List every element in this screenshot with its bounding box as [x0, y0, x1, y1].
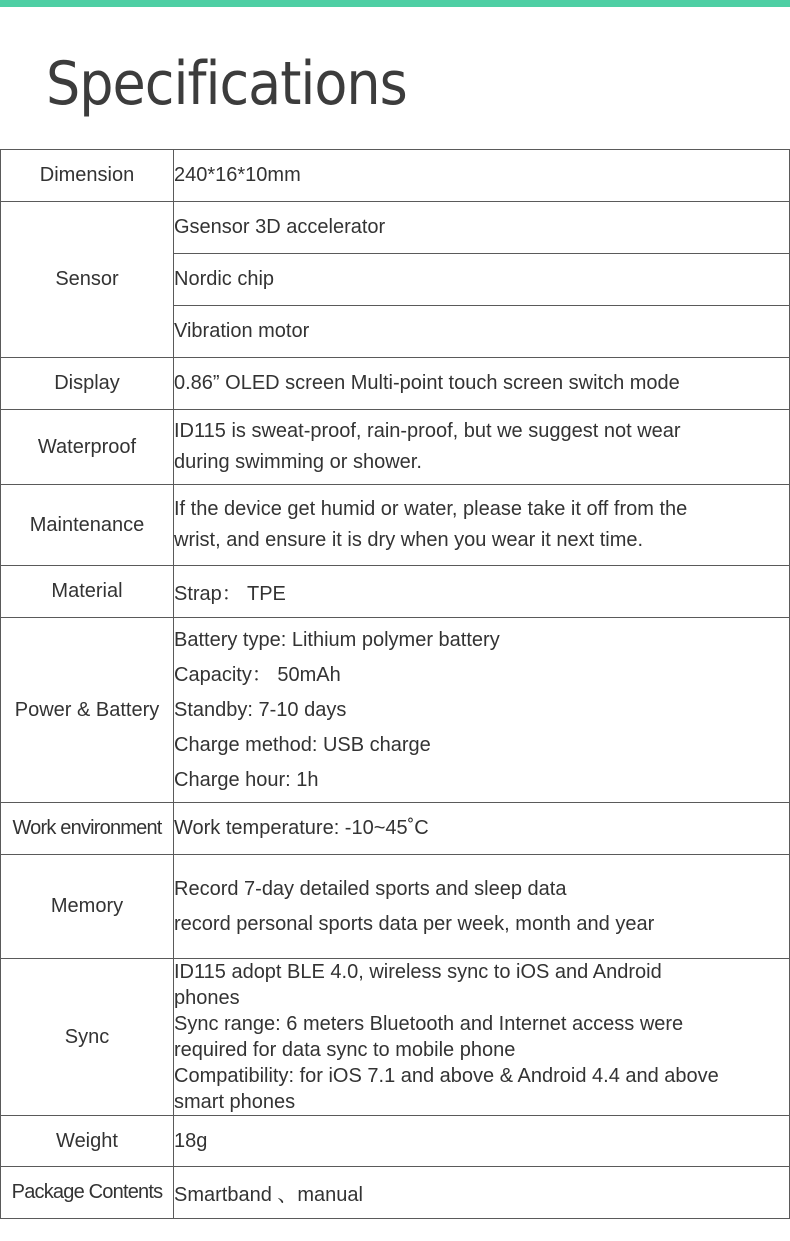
row-value-display: 0.86” OLED screen Multi-point touch screen switch mode	[174, 358, 790, 410]
table-row-work-environment	[1, 803, 790, 855]
table-row-waterproof	[1, 410, 790, 485]
power-line-4: Charge method: USB charge	[174, 733, 431, 756]
row-value-sensor-1: Gsensor 3D accelerator	[174, 202, 790, 254]
sync-line-5: Compatibility: for iOS 7.1 and above & Android 4.4 and above	[174, 1065, 719, 1087]
table-row-sync	[1, 959, 790, 1116]
row-value-power-battery	[174, 618, 790, 803]
row-value-maintenance	[174, 485, 790, 566]
sync-line-6: smart phones	[174, 1091, 296, 1113]
row-value-memory	[174, 855, 790, 959]
row-value-waterproof	[174, 410, 790, 485]
row-label-dimension: Dimension	[1, 150, 174, 202]
row-label-material: Material	[1, 566, 174, 618]
row-value-sync	[174, 959, 790, 1116]
maintenance-line-1: If the device get humid or water, please take it off from the	[174, 498, 688, 520]
table-row-display	[1, 358, 790, 410]
waterproof-line-2: during swimming or shower.	[174, 451, 422, 473]
maintenance-line-2: wrist, and ensure it is dry when you wear it next time.	[174, 529, 644, 551]
sync-line-2: phones	[174, 987, 240, 1009]
sync-line-1: ID115 adopt BLE 4.0, wireless sync to iOS and Android	[174, 961, 662, 983]
table-row-material	[1, 566, 790, 618]
table-row-power-battery	[1, 618, 790, 803]
power-line-3: Standby: 7-10 days	[174, 698, 347, 721]
row-value-material: Strap： TPE	[174, 566, 790, 618]
table-row-maintenance	[1, 485, 790, 566]
power-line-2: Capacity： 50mAh	[174, 663, 341, 686]
row-label-weight: Weight	[1, 1116, 174, 1167]
sync-line-4: required for data sync to mobile phone	[174, 1039, 516, 1061]
table-row-package-contents	[1, 1167, 790, 1219]
row-label-maintenance: Maintenance	[1, 485, 174, 566]
power-line-5: Charge hour: 1h	[174, 768, 319, 791]
row-value-work-environment: Work temperature: -10~45˚C	[174, 803, 790, 855]
row-value-package-contents: Smartband 、manual	[174, 1167, 790, 1219]
row-label-power-battery: Power & Battery	[1, 618, 174, 803]
row-value-dimension: 240*16*10mm	[174, 150, 790, 202]
top-accent-bar	[0, 0, 790, 7]
sync-line-3: Sync range: 6 meters Bluetooth and Internet access were	[174, 1013, 684, 1035]
row-label-package-contents: Package Contents	[1, 1167, 174, 1219]
page-title: Specifications	[46, 49, 407, 119]
row-label-display: Display	[1, 358, 174, 410]
memory-line-2: record personal sports data per week, month and year	[174, 912, 655, 935]
memory-line-1: Record 7-day detailed sports and sleep data	[174, 877, 567, 900]
table-row-memory	[1, 855, 790, 959]
row-label-waterproof: Waterproof	[1, 410, 174, 485]
row-value-weight: 18g	[174, 1116, 790, 1167]
row-label-work-environment: Work environment	[1, 803, 174, 855]
row-label-memory: Memory	[1, 855, 174, 959]
row-label-sync: Sync	[1, 959, 174, 1116]
power-line-1: Battery type: Lithium polymer battery	[174, 628, 500, 651]
table-row-dimension	[1, 150, 790, 202]
row-label-sensor: Sensor	[1, 202, 174, 358]
specifications-table	[0, 149, 790, 1219]
table-row-weight	[1, 1116, 790, 1167]
table-row-sensor	[1, 202, 790, 254]
row-value-sensor-2: Nordic chip	[174, 254, 790, 306]
waterproof-line-1: ID115 is sweat-proof, rain-proof, but we suggest not wear	[174, 420, 681, 442]
row-value-sensor-3: Vibration motor	[174, 306, 790, 358]
